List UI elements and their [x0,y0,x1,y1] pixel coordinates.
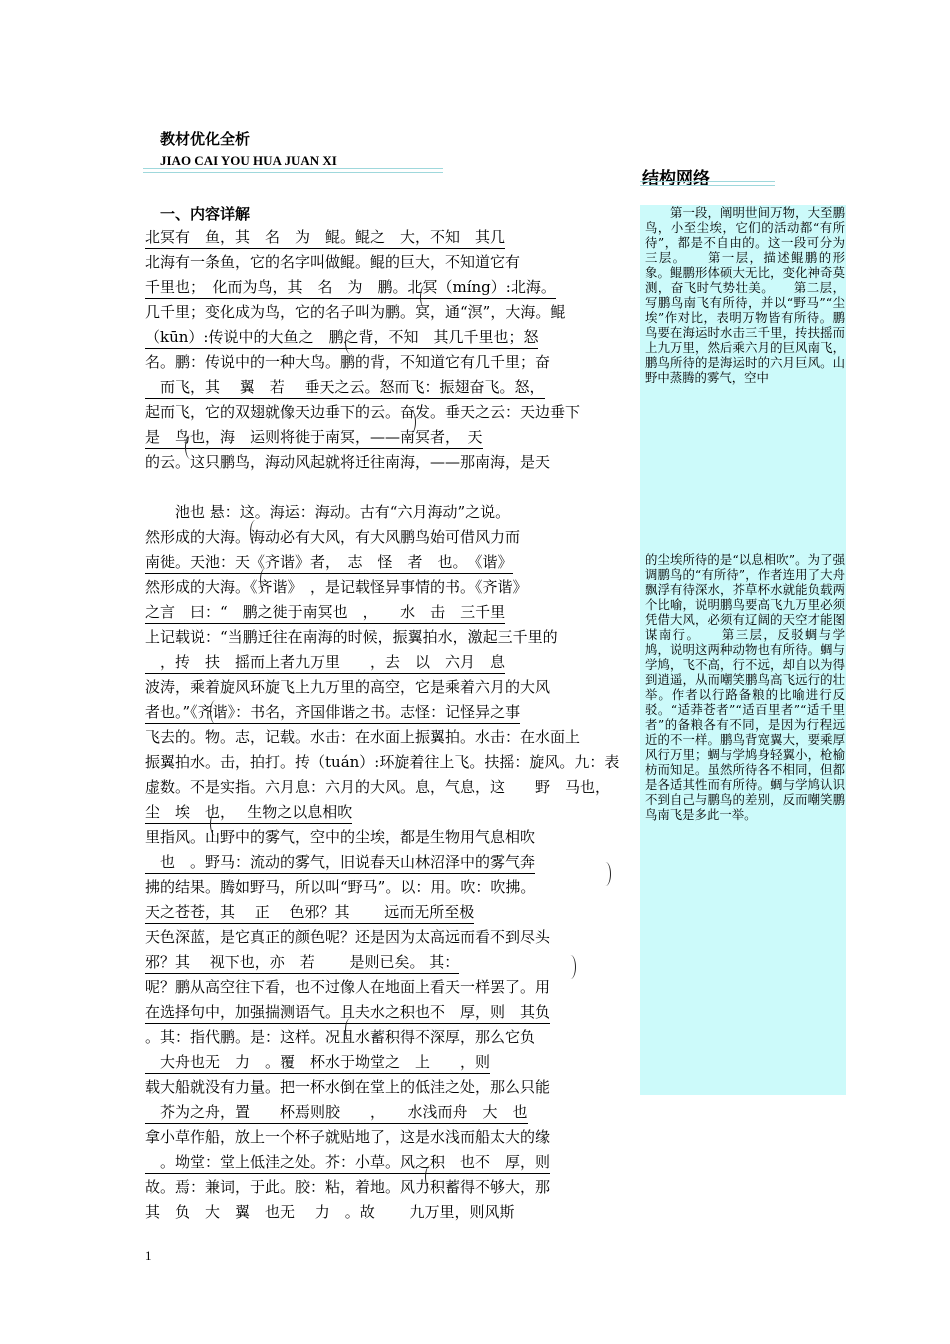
text-line: 。其：指代鹏。是：这样。况且水蓄积得不深厚，那么它负 [145,1028,536,1046]
sidebar-title: 结构网络 [642,169,710,189]
text-line: 天色深蓝，是它真正的颜色呢？还是因为太高远而看不到尽头 [145,928,551,946]
bracket-mark [600,862,611,886]
text-line: （kūn）:传说中的大鱼之 鹏之背，不知 其几千里也；怒 [145,326,538,349]
bracket-mark [425,1165,436,1189]
text-line: 尘 埃 也， 生物之以息相吹 [145,801,352,824]
text-line: 天之苍苍，其 正 色邪？其 远而无所至极 [145,901,474,924]
text-line: 千里也； 化而为鸟，其 名 为 鹏。北冥（míng）:北海。 [145,276,556,299]
text-line: 在选择句中，加强揣测语气。且夫水之积也不 厚，则 其负 [145,1001,550,1024]
sidebar-title-rule-2 [640,185,775,186]
text-line: 里指风。山野中的雾气，空中的尘埃，都是生物用气息相吹 [145,828,536,846]
bracket-mark [185,435,196,459]
text-line: 邪？其 视下也，亦 若 是则已矣。 其： [145,951,459,974]
text-line: 南徙。天池：天《齐谐》者， 志 怪 者 也。 《谐》 [145,551,513,574]
bracket-mark [345,1018,356,1042]
page-number: 1 [145,1248,152,1263]
text-line: 大舟也无 力 。覆 杯水于坳堂之 上 ，则 [145,1051,490,1074]
doc-header-pinyin: JIAO CAI YOU HUA JUAN XI [160,153,337,168]
header-rule-bottom [143,172,443,173]
text-line: 北海有一条鱼，它的名字叫做鲲。鲲的巨大，不知道它有 [145,253,521,271]
doc-header-title: 教材优化全析 [160,130,251,148]
text-line: 起而飞，它的双翅就像天边垂下的云。奋发。垂天之云：天边垂下 [145,403,581,421]
bracket-mark [565,955,576,979]
text-line: 名。鹏：传说中的一种大鸟。鹏的背，不知道它有几千里；奋 [145,353,551,371]
text-line: 呢？鹏从高空往下看，也不过像人在地面上看天一样罢了。用 [145,978,551,996]
text-line: 拿小草作船，放上一个杯子就贴地了，这是水浅而船太大的缘 [145,1128,551,1146]
text-line: 的云。这只鹏鸟，海动风起就将迁往南海，——那南海，是天 [145,453,551,471]
bracket-mark [210,700,221,724]
text-line: 是 鸟也，海 运则将徙于南冥，——南冥者， 天 [145,426,483,449]
text-line: 振翼拍水。击，拍打。抟（tuán）:环旋着往上飞。扶摇：旋风。九：表 [145,753,620,771]
header-rule-top [143,168,443,169]
text-line: 池也 悬：这。海运：海动。古有“六月海动”之说。 [145,503,511,521]
text-line: 虚数。不是实指。六月息：六月的大风。息，气息，这 野 马也， [145,778,611,796]
bracket-mark [260,568,271,592]
text-line: 几千里；变化成为鸟，它的名子叫为鹏。冥，通“溟”，大海。鲲 [145,303,566,321]
text-line: 北冥有 鱼，其 名 为 鲲。鲲之 大，不知 其几 [145,226,505,249]
text-line: 载大船就没有力量。把一杯水倒在堂上的低洼之处，那么只能 [145,1078,551,1096]
text-line: 其 负 大 翼 也无 力 。故 九万里，则风斯 [145,1203,515,1221]
text-line: 之言 曰：“ 鹏之徙于南冥也 ， 水 击 三千里 [145,601,505,624]
sidebar-paragraph-2: 的尘埃所待的是“以息相吹”。为了强调鹏鸟的“有所待”，作者连用了大舟飘浮有待深水，芥草杯水就能负载两个比喻，说明鹏鸟要高飞九万里必须凭借大风，必须有辽阔的天空才能图谋南行。 第三层，反驳蜩与学鸠，说明这两种动物也有所待。蜩与学鸠，飞不高，行不远，却自以为得到逍遥，从而嘲笑鹏鸟高飞远行的壮举。作者以行路备粮的比喻进行反驳。“适莽苍者”“适百里者”“适千里者”的备粮各有不同，是因为行程远近的不一样。鹏鸟背宽翼大，要乘厚风行万里；蜩与学鸠身轻翼小，枪榆枋而知足。虽然所待各不相同，但都是各适其性而有所待。蜩与学鸠认识不到自己与鹏鸟的差别，反而嘲笑鹏鸟南飞是多此一举。 [645,552,845,822]
text-line: 者也。”《齐谐》：书名，齐国俳谐之书。志怪：记怪异之事 [145,701,520,724]
sidebar-title-rule [640,181,775,182]
bracket-mark [420,285,431,309]
text-line: 波涛，乘着旋风环旋飞上九万里的高空，它是乘着六月的大风 [145,678,551,696]
text-line: 而飞，其 翼 若 垂天之云。怒而飞：振翅奋飞。怒， [145,376,545,399]
bracket-mark [405,410,416,434]
section-heading: 一、内容详解 [160,205,251,223]
text-line: 也 。野马：流动的雾气，旧说春天山林沼泽中的雾气奔 [145,851,535,874]
text-line: ，抟 扶 摇而上者九万里 ，去 以 六月 息 [145,651,505,674]
bracket-mark [210,812,221,836]
text-line: 故。焉：兼词，于此。胶：粘，着地。风力积蓄得不够大，那 [145,1178,551,1196]
text-line: 然形成的大海。海动必有大风，有大风鹏鸟始可借风力而 [145,528,521,546]
bracket-mark [250,520,261,544]
text-line: 。坳堂：堂上低洼之处。芥：小草。风之积 也不 厚，则 [145,1151,550,1174]
text-line: 芥为之舟，置 杯焉则胶 ， 水浅而舟 大 也 [145,1101,528,1124]
bracket-mark [345,330,356,354]
text-line: 然形成的大海。《齐谐》 ，是记载怪异事情的书。《齐谐》 [145,578,528,596]
text-line: 拂的结果。腾如野马，所以叫“野马”。以：用。吹：吹拂。 [145,878,536,896]
text-line: 飞去的。物。志，记载。水击：在水面上振翼拍。水击：在水面上 [145,728,581,746]
text-line: 上记载说：“当鹏迁往在南海的时候，振翼拍水，激起三千里的 [145,628,558,646]
sidebar-paragraph-1: 第一段，阐明世间万物，大至鹏鸟，小至尘埃，它们的活动都“有所待”，都是不自由的。这一段可分为三层。 第一层，描述鲲鹏的形象。鲲鹏形体硕大无比，变化神奇莫测，奋飞时气势壮美。 第二层，写鹏鸟南飞有所待，并以“野马”“尘埃”作对比，表明万物皆有所待。鹏鸟要在海运时水击三千里，抟扶摇而上九万里，然后乘六月的巨风南飞，鹏鸟所待的是海运时的六月巨风。山野中蒸腾的雾气，空中 [645,205,845,385]
